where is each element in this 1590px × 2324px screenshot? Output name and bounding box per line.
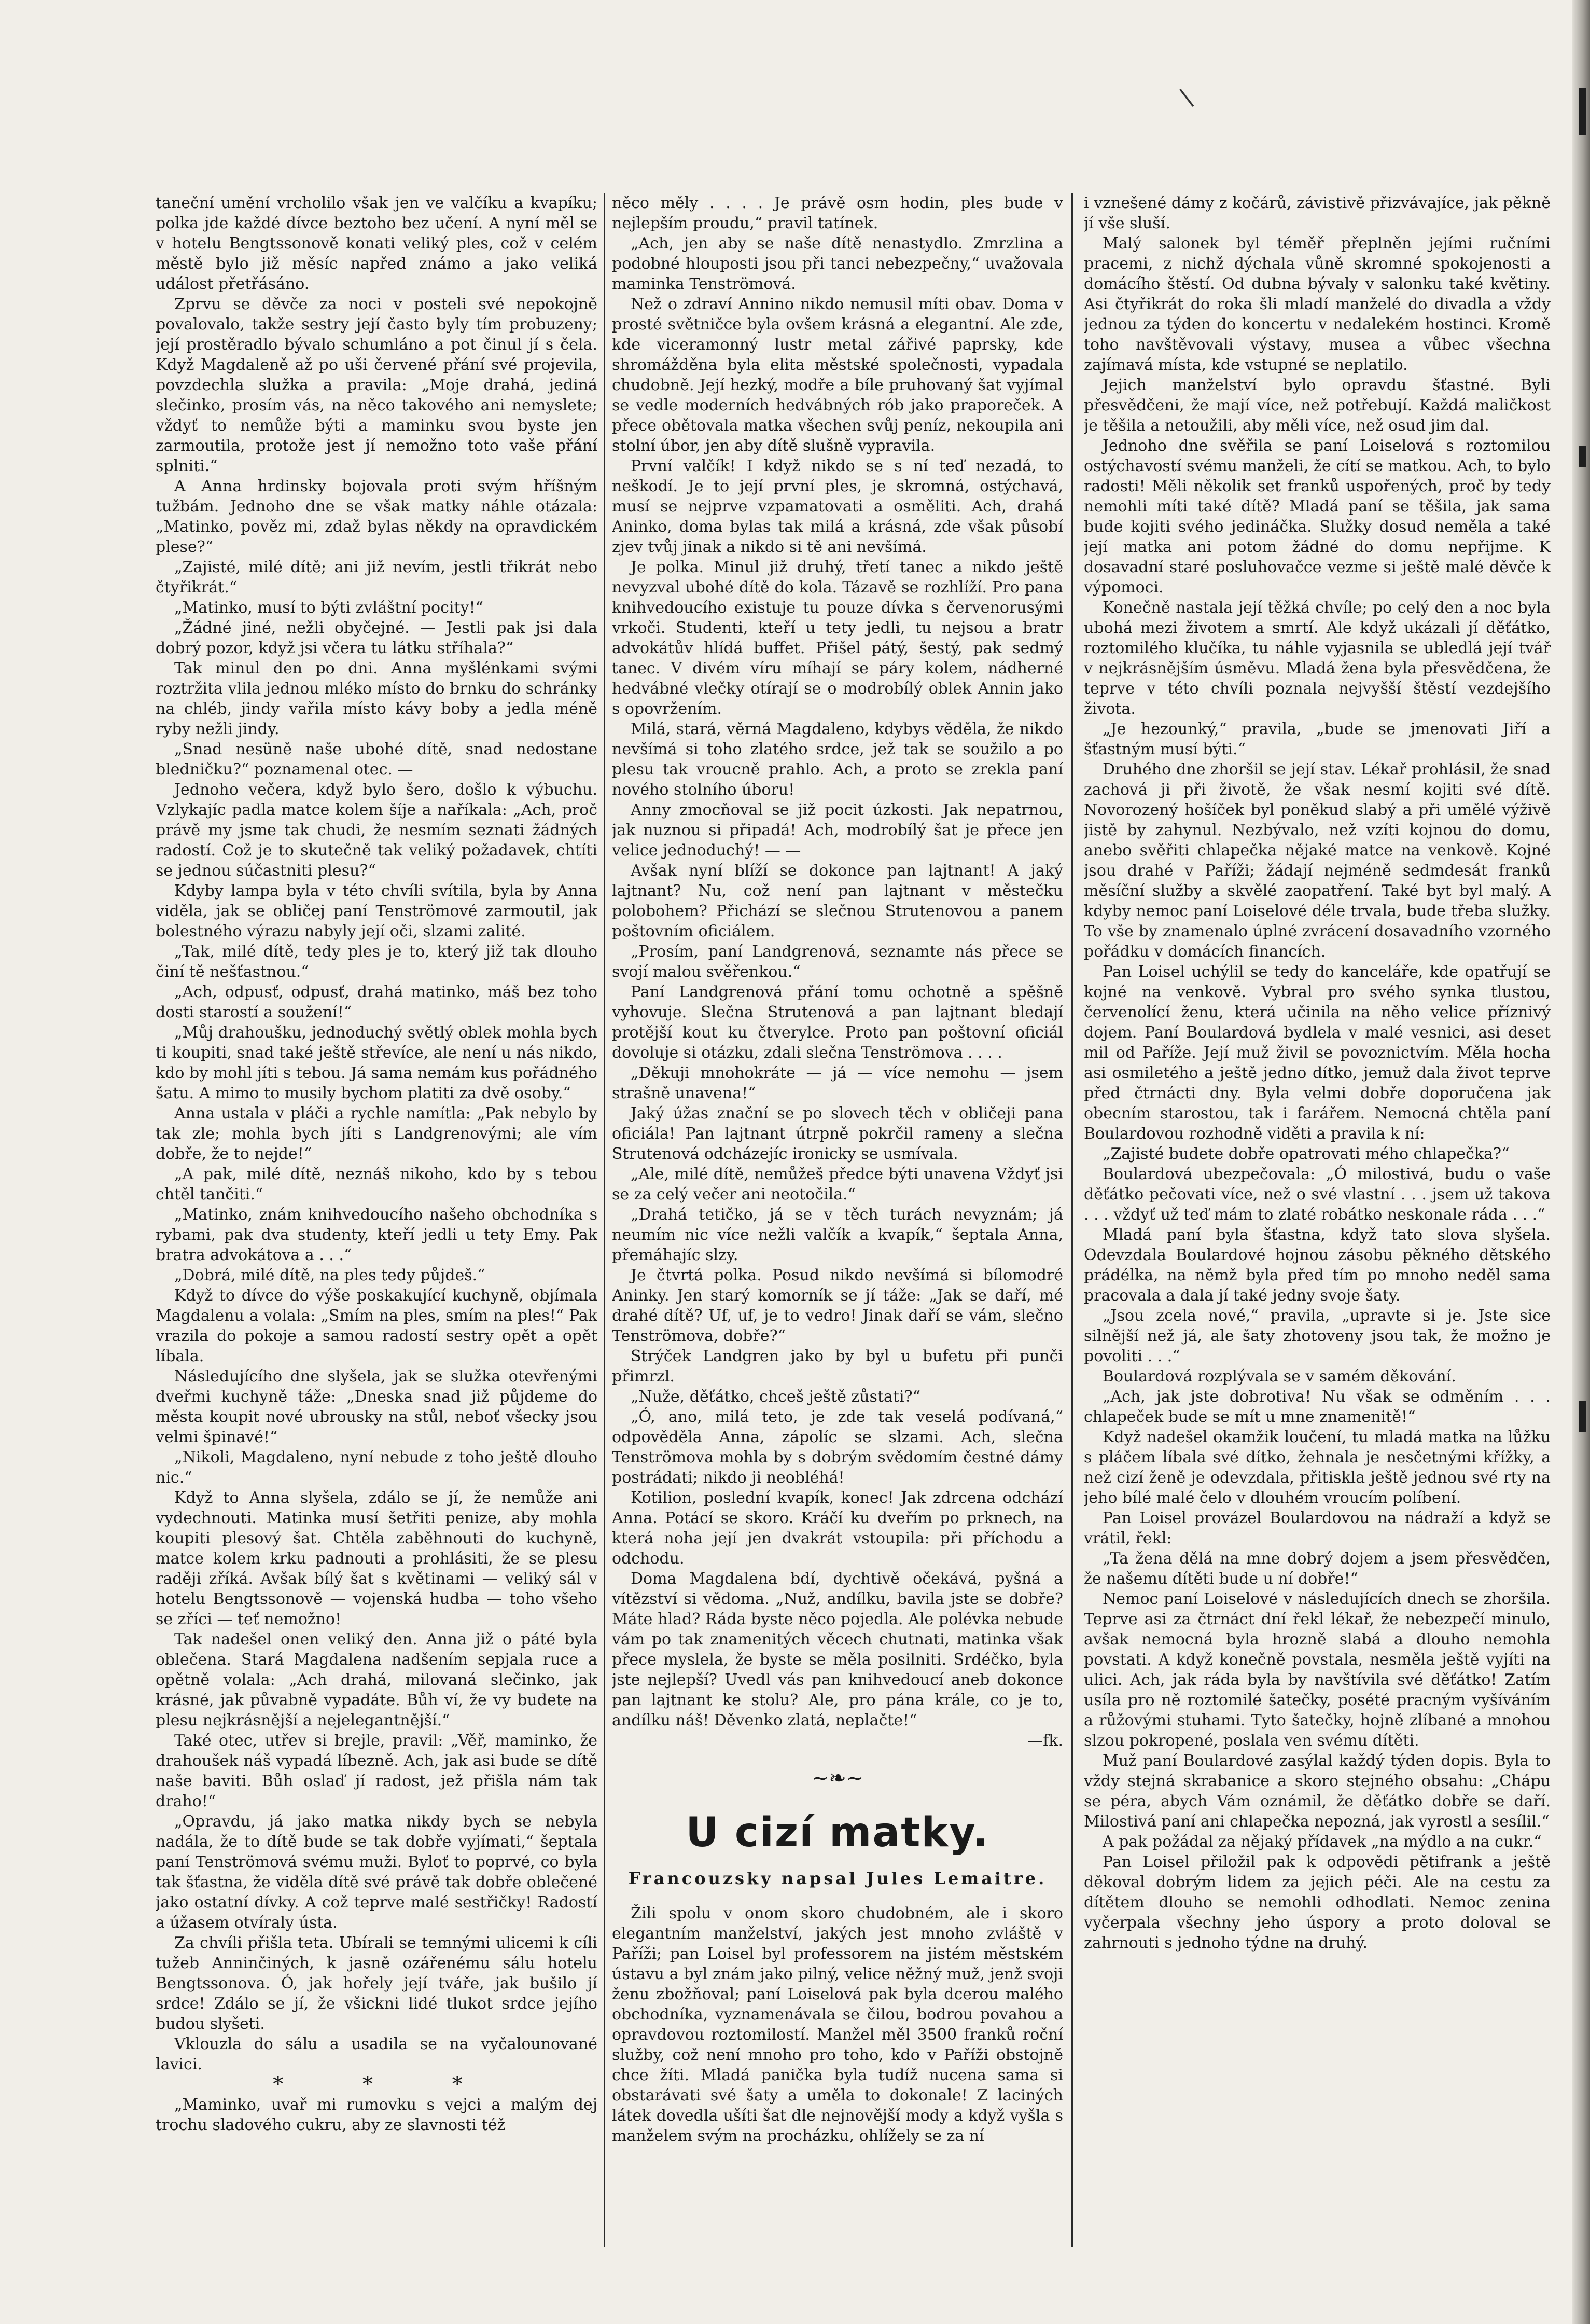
column-1-end (156, 2095, 597, 2135)
paragraph: Konečně nastala její těžká chvíle; po celý den a noc byla ubohá mezi životem a smrtí. Ale když ukázali jí děťátko, roztomilého klučíka, tu náhle vyjasnila se ubledlá její tvář v nejkrásnějším úsměvu. Mladá žena byla přesvědčena, že teprve v této chvíli poznala nejvyšší štěstí vezdejšího života. (1084, 599, 1551, 718)
column-1-body (156, 193, 597, 2074)
paragraph: „Nikoli, Magdaleno, nyní nebude z toho ještě dlouho nic.“ (156, 1448, 597, 1487)
column-rule (1071, 193, 1073, 2247)
paragraph: „Ó, ano, milá teto, je zde tak veselá podívaná,“ odpověděla Anna, zápolíc se slzami. Ach, slečna Tenströmova mohla by s dobrým svědomím čestné dámy postrádati; nikdo ji neobléhá! (612, 1408, 1063, 1487)
story-byline: Francouzsky napsal Jules Lemaitre. (628, 1869, 1047, 1888)
paragraph: Doma Magdalena bdí, dychtivě očekává, pyšná a vítězství si vědoma. „Nuž, andílku, bavila jste se dobře? Máte hlad? Ráda byste něco pojedla. Ale polévka nebude vám po tak znamenitých věcech chutnati, matinka však přece myslela, že byste se měla posilniti. Srdéčko, byla jste nejlepší? Uvedl vás pan knihvedoucí aneb dokonce pan lajtnant ke stolu? Ale, pro pána krále, co je to, andílku náš! Děvenko zlatá, neplačte!“ (612, 1570, 1063, 1730)
stray-mark: \ (1177, 82, 1196, 113)
paragraph: První valčík! I když nikdo se s ní teď nezadá, to neškodí. Je to její první ples, je skromná, ostýchavá, musí se nejprve vzpamatovati a osměliti. Ach, drahá Aninko, doma bylas tak milá a krásná, zde však působí zjev tvůj jinak a nikdo si tě ani nevšímá. (612, 457, 1063, 556)
column-2-body (612, 193, 1063, 1731)
ornament: ~❧~ (811, 1766, 864, 1790)
paragraph: „Ta žena dělá na mne dobrý dojem a jsem přesvědčen, že našemu dítěti bude u ní dobře!“ (1084, 1550, 1551, 1588)
paragraph: Když to dívce do výše poskakující kuchyně, objímala Magdalenu a volala: „Smím na ples, smím na ples!“ Pak vrazila do pokoje a samou radostí sestry opět a opět líbala. (156, 1286, 597, 1365)
paragraph: Jejich manželství bylo opravdu šťastné. Byli přesvědčeni, že mají více, než potřebují. Každá maličkost je těšila a netoužili, aby měli více, než osud jim dal. (1084, 376, 1551, 435)
column-3 (1084, 193, 1551, 2247)
paragraph: „Matinko, znám knihvedoucího našeho obchodníka s rybami, pak dva studenty, kteří jedli u tety Emy. Pak bratra advokátova a . . .“ (156, 1206, 597, 1264)
paragraph: A Anna hrdinsky bojovala proti svým hříšným tužbám. Jednoho dne se však matky náhle otázala: „Matinko, pověz mi, zdaž bylas někdy na opravdickém plese?“ (156, 477, 597, 556)
paragraph: „Zajisté budete dobře opatrovati mého chlapečka?“ (1103, 1145, 1510, 1163)
paragraph: něco měly . . . . Je právě osm hodin, ples bude v nejlepším proudu,“ pravil tatínek. (612, 194, 1063, 232)
paragraph: Pan Loisel přiložil pak k odpovědi pětifrank a ještě děkoval dobrým lidem za jejich péči. Ale na cestu za dítětem dlouho se nemohli odhodlati. Nemoc zenina vyčerpala všechny jeho úspory a proto doloval se zahrnouti s jednoho týdne na druhý. (1084, 1853, 1551, 1952)
paragraph: Pan Loisel provázel Boulardovou na nádraží a když se vrátil, řekl: (1084, 1509, 1551, 1547)
paragraph: „Prosím, paní Landgrenová, seznamte nás přece se svojí malou svěřenkou.“ (612, 943, 1063, 981)
paragraph: „Drahá tetičko, já se v těch turách nevyznám; já neumím nic více nežli valčík a kvapík,“ šeptala Anna, přemáhajíc slzy. (612, 1206, 1063, 1264)
paragraph: Když nadešel okamžik loučení, tu mladá matka na lůžku s pláčem líbala své dítko, žehnala je nesčetnými křížky, a než cizí ženě je odevzdala, přitiskla ještě jednou své rty na jeho bílé malé čelo v dlouhém vroucím políbení. (1084, 1428, 1551, 1507)
paragraph: Jednoho dne svěřila se paní Loiselová s roztomilou ostýchavostí svému manželi, že cítí se matkou. Ach, to bylo radosti! Měli několik set franků uspořených, proč by tedy nemohli míti také dítě? Mladá paní se těšila, jak sama bude kojiti svého jedináčka. Služky dosud neměla a také její matka ani potom žádné do domu nepřijme. K dosavadní staré posluhovačce vezme si ještě malé děvče k výpomoci. (1084, 437, 1551, 597)
paragraph: „Žádné jiné, nežli obyčejné. — Jestli pak jsi dala dobrý pozor, když jsi včera tu látku stříhala?“ (156, 619, 597, 657)
paragraph: Tak minul den po dni. Anna myšlénkami svými roztržita vlila jednou mléko místo do brnku do schránky na chléb, jindy vařila místo kávy boby a jedla méně ryby nežli jindy. (156, 659, 597, 738)
paragraph: „Dobrá, milé dítě, na ples tedy půjdeš.“ (174, 1266, 485, 1284)
column-2 (612, 193, 1063, 2247)
paragraph: „Ale, milé dítě, nemůžeš předce býti unavena Vždyť jsi se za celý večer ani neotočila.“ (612, 1165, 1063, 1204)
paragraph: „Maminko, uvař mi rumovku s vejci a malým dej trochu sladového cukru, aby ze slavnosti též (156, 2096, 597, 2134)
paragraph: Anna ustala v pláči a rychle namítla: „Pak nebylo by tak zle; mohla bych jíti s Landgrenovými; ale vím dobře, že to nejde!“ (156, 1104, 597, 1163)
paragraph: Vklouzla do sálu a usadila se na vyčalounované lavici. (156, 2035, 597, 2073)
paragraph: Strýček Landgren jako by byl u bufetu při punči přimrzl. (612, 1347, 1063, 1386)
paragraph: Malý salonek byl téměř přeplněn jejími ručními pracemi, z nichž dýchala vůně skromné spokojenosti a domácího štěstí. Od dubna bývaly v salonku také květiny. Asi čtyřikrát do roka šli mladí manželé do divadla a vždy jednou za týden do koncertu v nedalekém hostinci. Kromě toho navštěvovali výstavy, musea a vůbec všechna zajímavá místa, kde vstupné se neplatilo. (1084, 234, 1551, 374)
paragraph: Jednoho večera, když bylo šero, došlo k výbuchu. Vzlykajíc padla matce kolem šíje a naříkala: „Ach, proč právě my jsme tak chudi, že nesmím seznati žádných radostí. Což je to skutečně tak veliký požadavek, chtíti se jednou súčastniti plesu?“ (156, 781, 597, 880)
story-body (612, 1903, 1063, 2146)
page-edge (1572, 0, 1590, 2324)
paragraph: Je čtvrtá polka. Posud nikdo nevšímá si bílomodré Aninky. Jen starý komorník se jí táže: „Jak se daří, mé drahé dítě? Uf, uf, je to vedro! Jinak daří se vám, slečno Tenströmova, dobře?“ (612, 1266, 1063, 1345)
paragraph: Jaký úžas znační se po slovech těch v obličeji pana oficiála! Pan lajtnant útrpně pokrčil rameny a slečna Strutenová odcházejíc ironicky se usmívala. (612, 1104, 1063, 1163)
column-1 (156, 193, 597, 2247)
edge-mark (1579, 446, 1586, 467)
paragraph: i vznešené dámy z kočárů, závistivě přizvávajíce, jak pěkně jí vše sluší. (1084, 194, 1551, 232)
paragraph: Tak nadešel onen veliký den. Anna již o páté byla oblečena. Stará Magdalena nadšením sepjala ruce a opětně volala: „Ach drahá, milovaná slečinko, jak krásné, jak půvabně vypadáte. Bůh ví, že vy budete na plesu nejkrásnější a nejelegantnější.“ (156, 1630, 597, 1730)
paragraph: Anny zmocňoval se již pocit úzkosti. Jak nepatrnou, jak nuznou si připadá! Ach, modrobílý šat je přece jen velice jednoduchý! — — (612, 801, 1063, 860)
paragraph: Je polka. Minul již druhý, třetí tanec a nikdo ještě nevyzval ubohé dítě do kola. Tázavě se rozhlíží. Pro pana knihvedoucího existuje tu pouze dívka s červenorusými vrkoči. Studenti, kteří u tety jedli, tu nejsou a bratr advokátův hlídá buffet. Přišel pátý, šestý, pak sedmý tanec. V divém víru míhají se páry kolem, nádherné hedvábné vlečky otírají se o modrobílý oblek Annin jako s opovržením. (612, 558, 1063, 718)
paragraph: Kotilion, poslední kvapík, konec! Jak zdrcena odchází Anna. Potácí se skoro. Kráčí ku dveřím po prknech, na která noha její jen dvakrát vstoupila: při příchodu a odchodu. (612, 1489, 1063, 1568)
paragraph: Za chvíli přišla teta. Ubírali se temnými ulicemi k cíli tužeb Anninčiných, k jasně ozářenému sálu hotelu Bengtssonova. Ó, jak hořely její tváře, jak bušilo jí srdce! Zdálo se jí, že všickni lidé tlukot srdce jejího budou slyšeti. (156, 1934, 597, 2033)
paragraph: „Je hezounký,“ pravila, „bude se jmenovati Jiří a šťastným musí býti.“ (1084, 720, 1551, 758)
paragraph: „Matinko, musí to býti zvláštní pocity!“ (174, 599, 483, 617)
paragraph: Avšak nyní blíží se dokonce pan lajtnant! A jaký lajtnant? Nu, což není pan lajtnant v městečku polobohem? Přichází se slečnou Strutenovou a panem poštovním oficiálem. (612, 862, 1063, 940)
paragraph: „Tak, milé dítě, tedy ples je to, který již tak dlouho činí tě nešťastnou.“ (156, 943, 597, 981)
paragraph: „Ach, jak jste dobrotiva! Nu však se odměním . . . chlapeček bude se mít u mne znamenitě!“ (1084, 1388, 1551, 1426)
paragraph: „Snad nesüně naše ubohé dítě, snad nedostane bledničku?“ poznamenal otec. — (156, 740, 597, 779)
paragraph: Také otec, utřev si brejle, pravil: „Věř, maminko, že drahoušek náš vypadá líbezně. Ach, jak asi bude se dítě naše baviti. Bůh oslaď jí radost, jež přišla nám tak draho!“ (156, 1732, 597, 1810)
paragraph: „Ach, jen aby se naše dítě nenastydlo. Zmrzlina a podobné hlouposti jsou při tanci nebezpečny,“ uvažovala maminka Tenströmová. (612, 234, 1063, 293)
paragraph: Než o zdraví Annino nikdo nemusil míti obav. Doma v prosté světničce byla ovšem krásná a elegantní. Ale zde, kde viceramonný lustr metal zářivé paprsky, kde shromážděna byla elita městské společnosti, vypadala chudobně. Její hezký, modře a bíle pruhovaný šat vyjímal se vedle moderních hedvábných rób jako praporeček. A přece obětovala matka všechen svůj peníz, nekoupila ani stolní úbor, jen aby dítě slušně vypravila. (612, 295, 1063, 455)
paragraph: A pak požádal za nějaký přídavek „na mýdlo a na cukr.“ (1103, 1833, 1542, 1851)
paragraph: Boulardová rozplývala se v samém děkování. (1103, 1367, 1456, 1386)
story-signature: —fk. (1027, 1732, 1063, 1750)
paragraph: taneční umění vrcholilo však jen ve valčíku a kvapíku; polka jde každé dívce beztoho bez učení. A nyní měl se v hotelu Bengtssonově konati veliký ples, což v celém městě bylo již měsíc napřed známo a jako veliká událost přetřásáno. (156, 194, 597, 293)
paragraph: Pan Loisel uchýlil se tedy do kanceláře, kde opatřují se kojné na venkově. Vybral pro svého synka tlustou, červenolící ženu, která učinila na něho velice příznivý dojem. Paní Boulardová bydlela v malé vesnici, asi deset mil od Paříže. Její muž živil se povoznictvím. Měla hocha asi osmiletého a ještě jedno dítko, jemuž dala život teprve před čtrnácti dny. Byla velmi dobře doporučena jak obecním starostou, tak i farářem. Nemocná chtěla paní Boulardovou rozhodně viděti a pravila k ní: (1084, 963, 1551, 1143)
paragraph: „A pak, milé dítě, neznáš nikoho, kdo by s tebou chtěl tančiti.“ (156, 1165, 597, 1204)
edge-mark (1579, 88, 1586, 135)
paragraph: Mladá paní byla šťastna, když tato slova slyšela. Odevzdala Boulardové hojnou zásobu pěkného dětského prádélka, na němž byla před tím po mnoho neděl sama pracovala a dala jí také jedny svoje šaty. (1084, 1226, 1551, 1305)
paragraph: Druhého dne zhoršil se její stav. Lékař prohlásil, že snad zachová ji při životě, že však nesmí kojiti své dítě. Novorozený hošíček byl poněkud slabý a při umělé výživě jistě by zahynul. Nezbývalo, než vzíti kojnou do domu, anebo svěřiti chlapečka nějaké matce na venkově. Kojné jsou drahé v Paříži; žádají nejméně sedmdesát franků měsíční služby a skvělé zaopatření. Také byt byl malý. A kdyby nemoc paní Loiselové déle trvala, bude třeba služky. To vše by znamenalo úplné zvrácení dosavadního vzorného pořádku v domácích financích. (1084, 760, 1551, 961)
paragraph: „Zajisté, milé dítě; ani již nevím, jestli třikrát nebo čtyřikrát.“ (156, 558, 597, 597)
story-title: U cizí matky. (686, 1809, 989, 1856)
paragraph: Když to Anna slyšela, zdálo se jí, že nemůže ani vydechnouti. Matinka musí šetřiti penize, aby mohla koupiti plesový šat. Chtěla zaběhnouti do kuchyně, matce kolem krku padnouti a prohlásiti, že se plesu raději zříká. Avšak bílý šat s květinami — veliký sál v hotelu Bengtssonově — vojenská hudba — toho všeho se zříci — teť nemožno! (156, 1489, 597, 1628)
paragraph: Žili spolu v onom skoro chudobném, ale i skoro elegantním manželství, jakých jest mnoho zvláště v Paříži; pan Loisel byl professorem na jistém městském ústavu a byl znám jako pilný, velice něžný muž, jenž svoji ženu zbožňoval; paní Loiselová pak byla dcerou malého obchodníka, vyznamenávala se čilou, bodrou povahou a opravdovou roztomilostí. Manžel měl 3500 franků roční služby, což není mnoho pro toho, kdo v Paříži obstojně chce žíti. Mladá panička byla tudíž nucena sama si obstarávati své šaty a uměla to dokonale! Z laciných látek dovedla ušíti šat dle nejnovější mody a když vyšla s manželem svým na procházku, ohlížely se za ní (612, 1904, 1063, 2145)
paragraph: Zprvu se děvče za noci v posteli své nepokojně povalovalo, takže sestry její často byly tím probuzeny; její prostěradlo bývalo schumláno a pot činul jí s čela. Když Magdaleně až po uši červené přání své projevila, povzdechla služka a pravila: „Moje drahá, jediná slečinko, prosím vás, na něco takového ani nemyslete; vždyť to nemůže býti a maminku svou byste jen zarmoutila, protože jest jí nemožno toto vaše přání splniti.“ (156, 295, 597, 475)
paragraph: „Opravdu, já jako matka nikdy bych se nebyla nadála, že to dítě bude se tak dobře vyjímati,“ šeptala paní Tenströmová svému muži. Byloť to poprvé, co byla tak šťastna, že viděla dítě své právě tak dobře oblečené jako ostatní dívky. A což teprve malé sestřičky! Radostí a úžasem otvíraly ústa. (156, 1813, 597, 1932)
paragraph: Boulardová ubezpečovala: „Ó milostivá, budu o vaše děťátko pečovati více, než o své vlastní . . . jsem už takova . . . vždyť už teď mám to zlaté robátko neskonale ráda . . .“ (1084, 1165, 1551, 1224)
paragraph: „Můj drahoušku, jednoduchý světlý oblek mohla bych ti koupiti, snad také ještě střevíce, ale není u nás nikdo, kdo by mohl jíti s tebou. Já sama nemám kus pořádného šatu. A mimo to musily bychom platiti za dvě osoby.“ (156, 1023, 597, 1102)
paragraph: „Jsou zcela nové,“ pravila, „upravte si je. Jste sice silnější než já, ale šaty zhotoveny jsou tak, že možno je povoliti . . .“ (1084, 1307, 1551, 1365)
section-stars: * * * (273, 2072, 499, 2096)
column-rule (604, 193, 605, 2247)
paragraph: Nemoc paní Loiselové v následujících dnech se zhoršila. Teprve asi za čtrnáct dní řekl lékař, že nebezpečí minulo, avšak nemocná byla hrozně slabá a dlouho nemohla povstati. A když konečně povstala, nesměla ještě vyjíti na ulici. Ach, jak ráda byla by navštívila své děťátko! Zatím usíla pro ně roztomilé šatečky, posété pracným vyšíváním a růžovými stuhami. Tyto šatečky, hojně zlíbané a mnohou slzou pokropené, poslala ven svému dítěti. (1084, 1590, 1551, 1750)
newspaper-columns (156, 193, 1551, 2247)
paragraph: Milá, stará, věrná Magdaleno, kdybys věděla, že nikdo nevšímá si toho zlatého srdce, jež tak se soužilo a po plesu tak vroucně prahlo. Ach, a proto se zrekla paní nového stolního úboru! (612, 720, 1063, 799)
column-3-body (1084, 193, 1551, 1953)
paragraph: Následujícího dne slyšela, jak se služka otevřenými dveřmi kuchyně táže: „Dneska snad již půjdeme do města koupit nové ubrousky na stůl, neboť všecky jsou velmi špinavé!“ (156, 1367, 597, 1446)
edge-mark (1579, 1401, 1586, 1432)
paragraph: Kdyby lampa byla v této chvíli svítila, byla by Anna viděla, jak se obličej paní Tenströmové zarmoutil, jak bolestného výrazu nabyly její oči, slzami zalité. (156, 882, 597, 940)
paragraph: Muž paní Boulardové zasýlal každý týden dopis. Byla to vždy stejná skrabanice a skoro stejného obsahu: „Chápu se péra, abych Vám oznámil, že děťátko dobře se daří. Milostivá paní ani chlapečka nepozná, jak vyrostl a sesílil.“ (1084, 1752, 1551, 1831)
paragraph: „Děkuji mnohokráte — já — více nemohu — jsem strašně unavena!“ (612, 1064, 1063, 1102)
paragraph: „Nuže, děťátko, chceš ještě zůstati?“ (631, 1388, 920, 1406)
paragraph: Paní Landgrenová přání tomu ochotně a spěšně vyhovuje. Slečna Strutenová a pan lajtnant bledají protější kout ku čtverylce. Proto pan poštovní oficiál dovoluje si otázku, zdali slečna Tenströmova . . . . (612, 983, 1063, 1062)
paragraph: „Ach, odpusť, odpusť, drahá matinko, máš bez toho dosti starostí a soužení!“ (156, 983, 597, 1021)
